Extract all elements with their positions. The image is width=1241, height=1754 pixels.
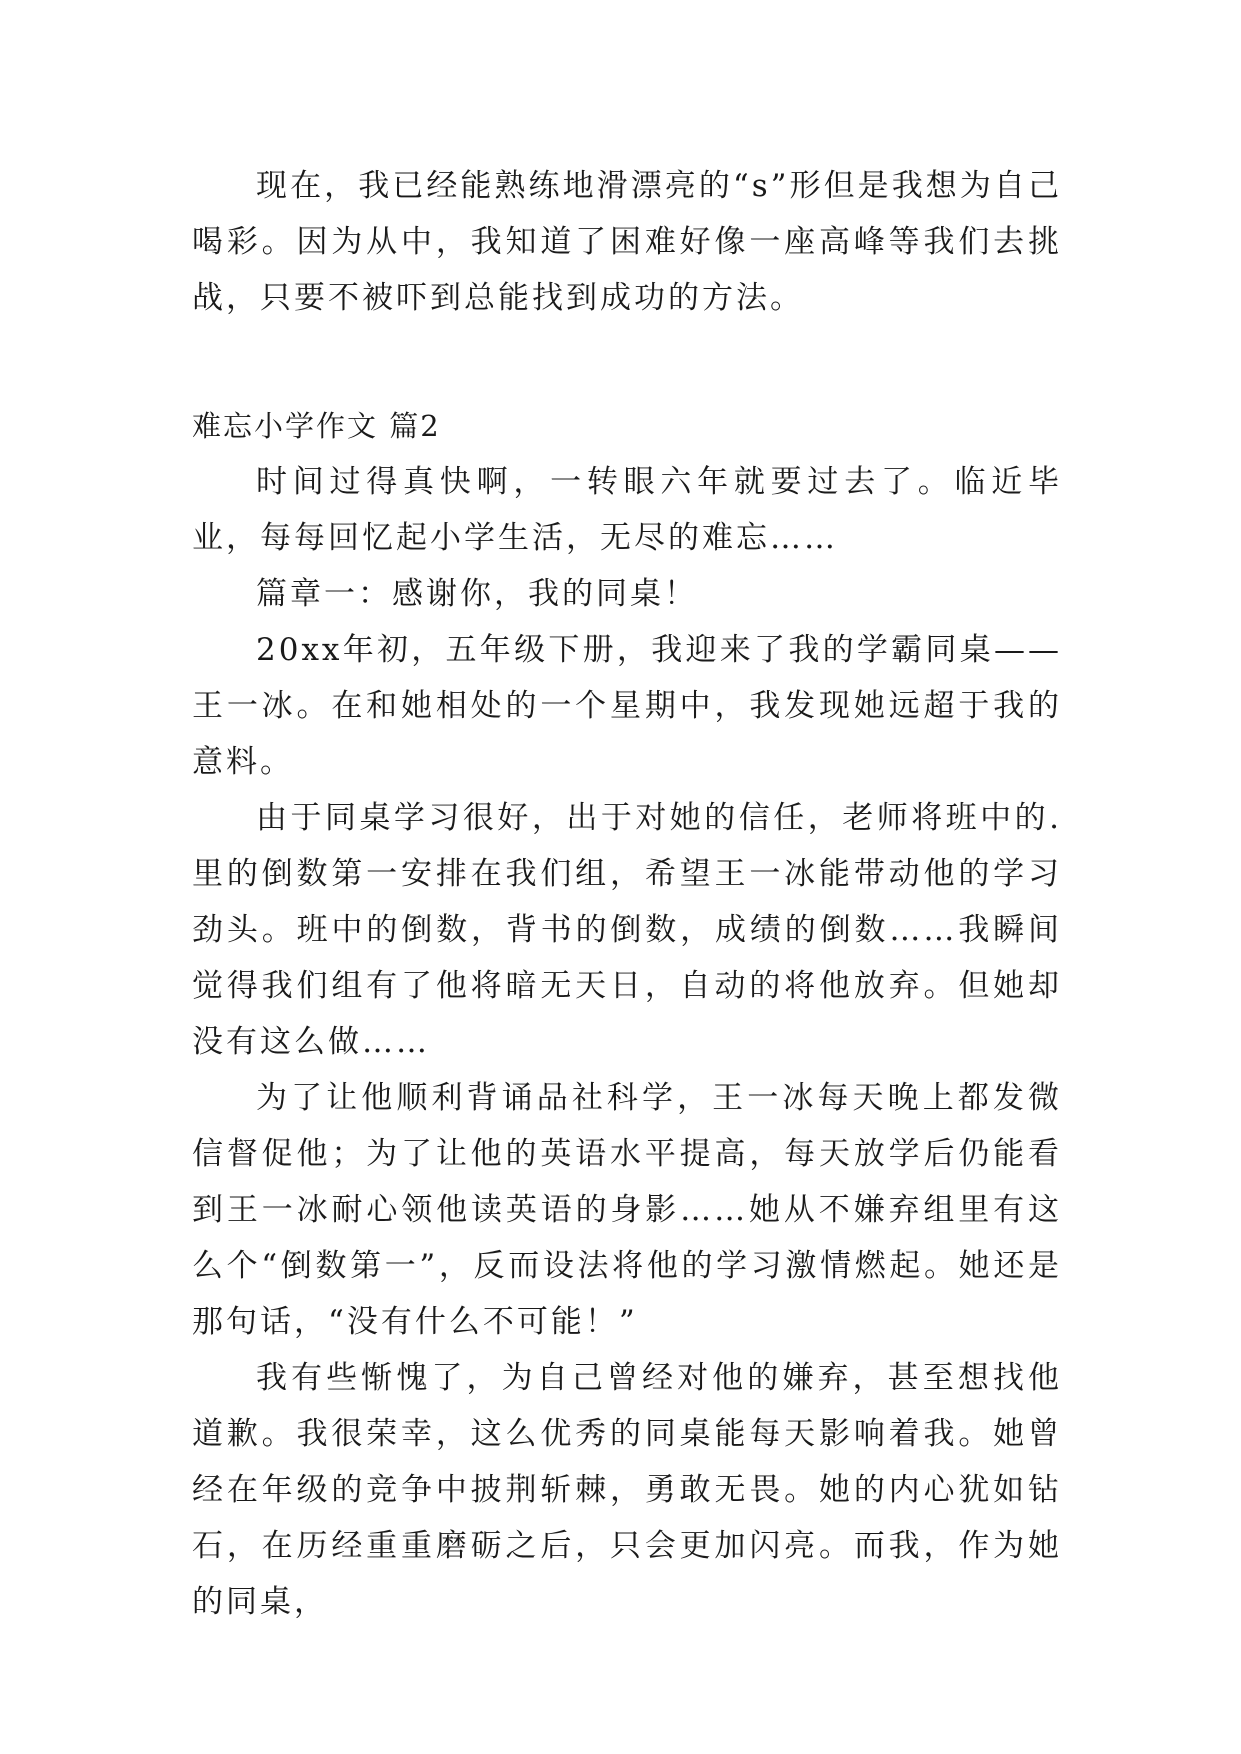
section-title: 难忘小学作文 篇2 [192, 409, 441, 443]
paragraph-5: 为了让他顺利背诵品社科学，王一冰每天晚上都发微信督促他；为了让他的英语水平提高，每天放学后仍能看到王一冰耐心领他读英语的身影……她从不嫌弃组里有这么个“倒数第一”，反而设法将他的学习激情燃起。她还是那句话，“没有什么不可能！” [192, 1080, 1062, 1340]
paragraph-4: 由于同桌学习很好，出于对她的信任，老师将班中的.里的倒数第一安排在我们组，希望王一冰能带动他的学习劲头。班中的倒数，背书的倒数，成绩的倒数……我瞬间觉得我们组有了他将暗无天日，自动的将他放弃。但她却没有这么做…… [192, 800, 1062, 1060]
intro-paragraph: 现在，我已经能熟练地滑漂亮的“s”形但是我想为自己喝彩。因为从中，我知道了困难好像一座高峰等我们去挑战，只要不被吓到总能找到成功的方法。 [192, 168, 1062, 316]
paragraph-2: 篇章一：感谢你，我的同桌！ [256, 576, 698, 612]
document-body [192, 158, 1062, 1630]
paragraph-6: 我有些惭愧了，为自己曾经对他的嫌弃，甚至想找他道歉。我很荣幸，这么优秀的同桌能每天影响着我。她曾经在年级的竞争中披荆斩棘，勇敢无畏。她的内心犹如钻石，在历经重重磨砺之后，只会更加闪亮。而我，作为她的同桌， [192, 1360, 1062, 1620]
paragraph-3: 20xx年初，五年级下册，我迎来了我的学霸同桌——王一冰。在和她相处的一个星期中，我发现她远超于我的意料。 [192, 632, 1062, 780]
section-spacer [192, 326, 1062, 398]
paragraph-1: 时间过得真快啊，一转眼六年就要过去了。临近毕业，每每回忆起小学生活，无尽的难忘…… [192, 464, 1062, 556]
